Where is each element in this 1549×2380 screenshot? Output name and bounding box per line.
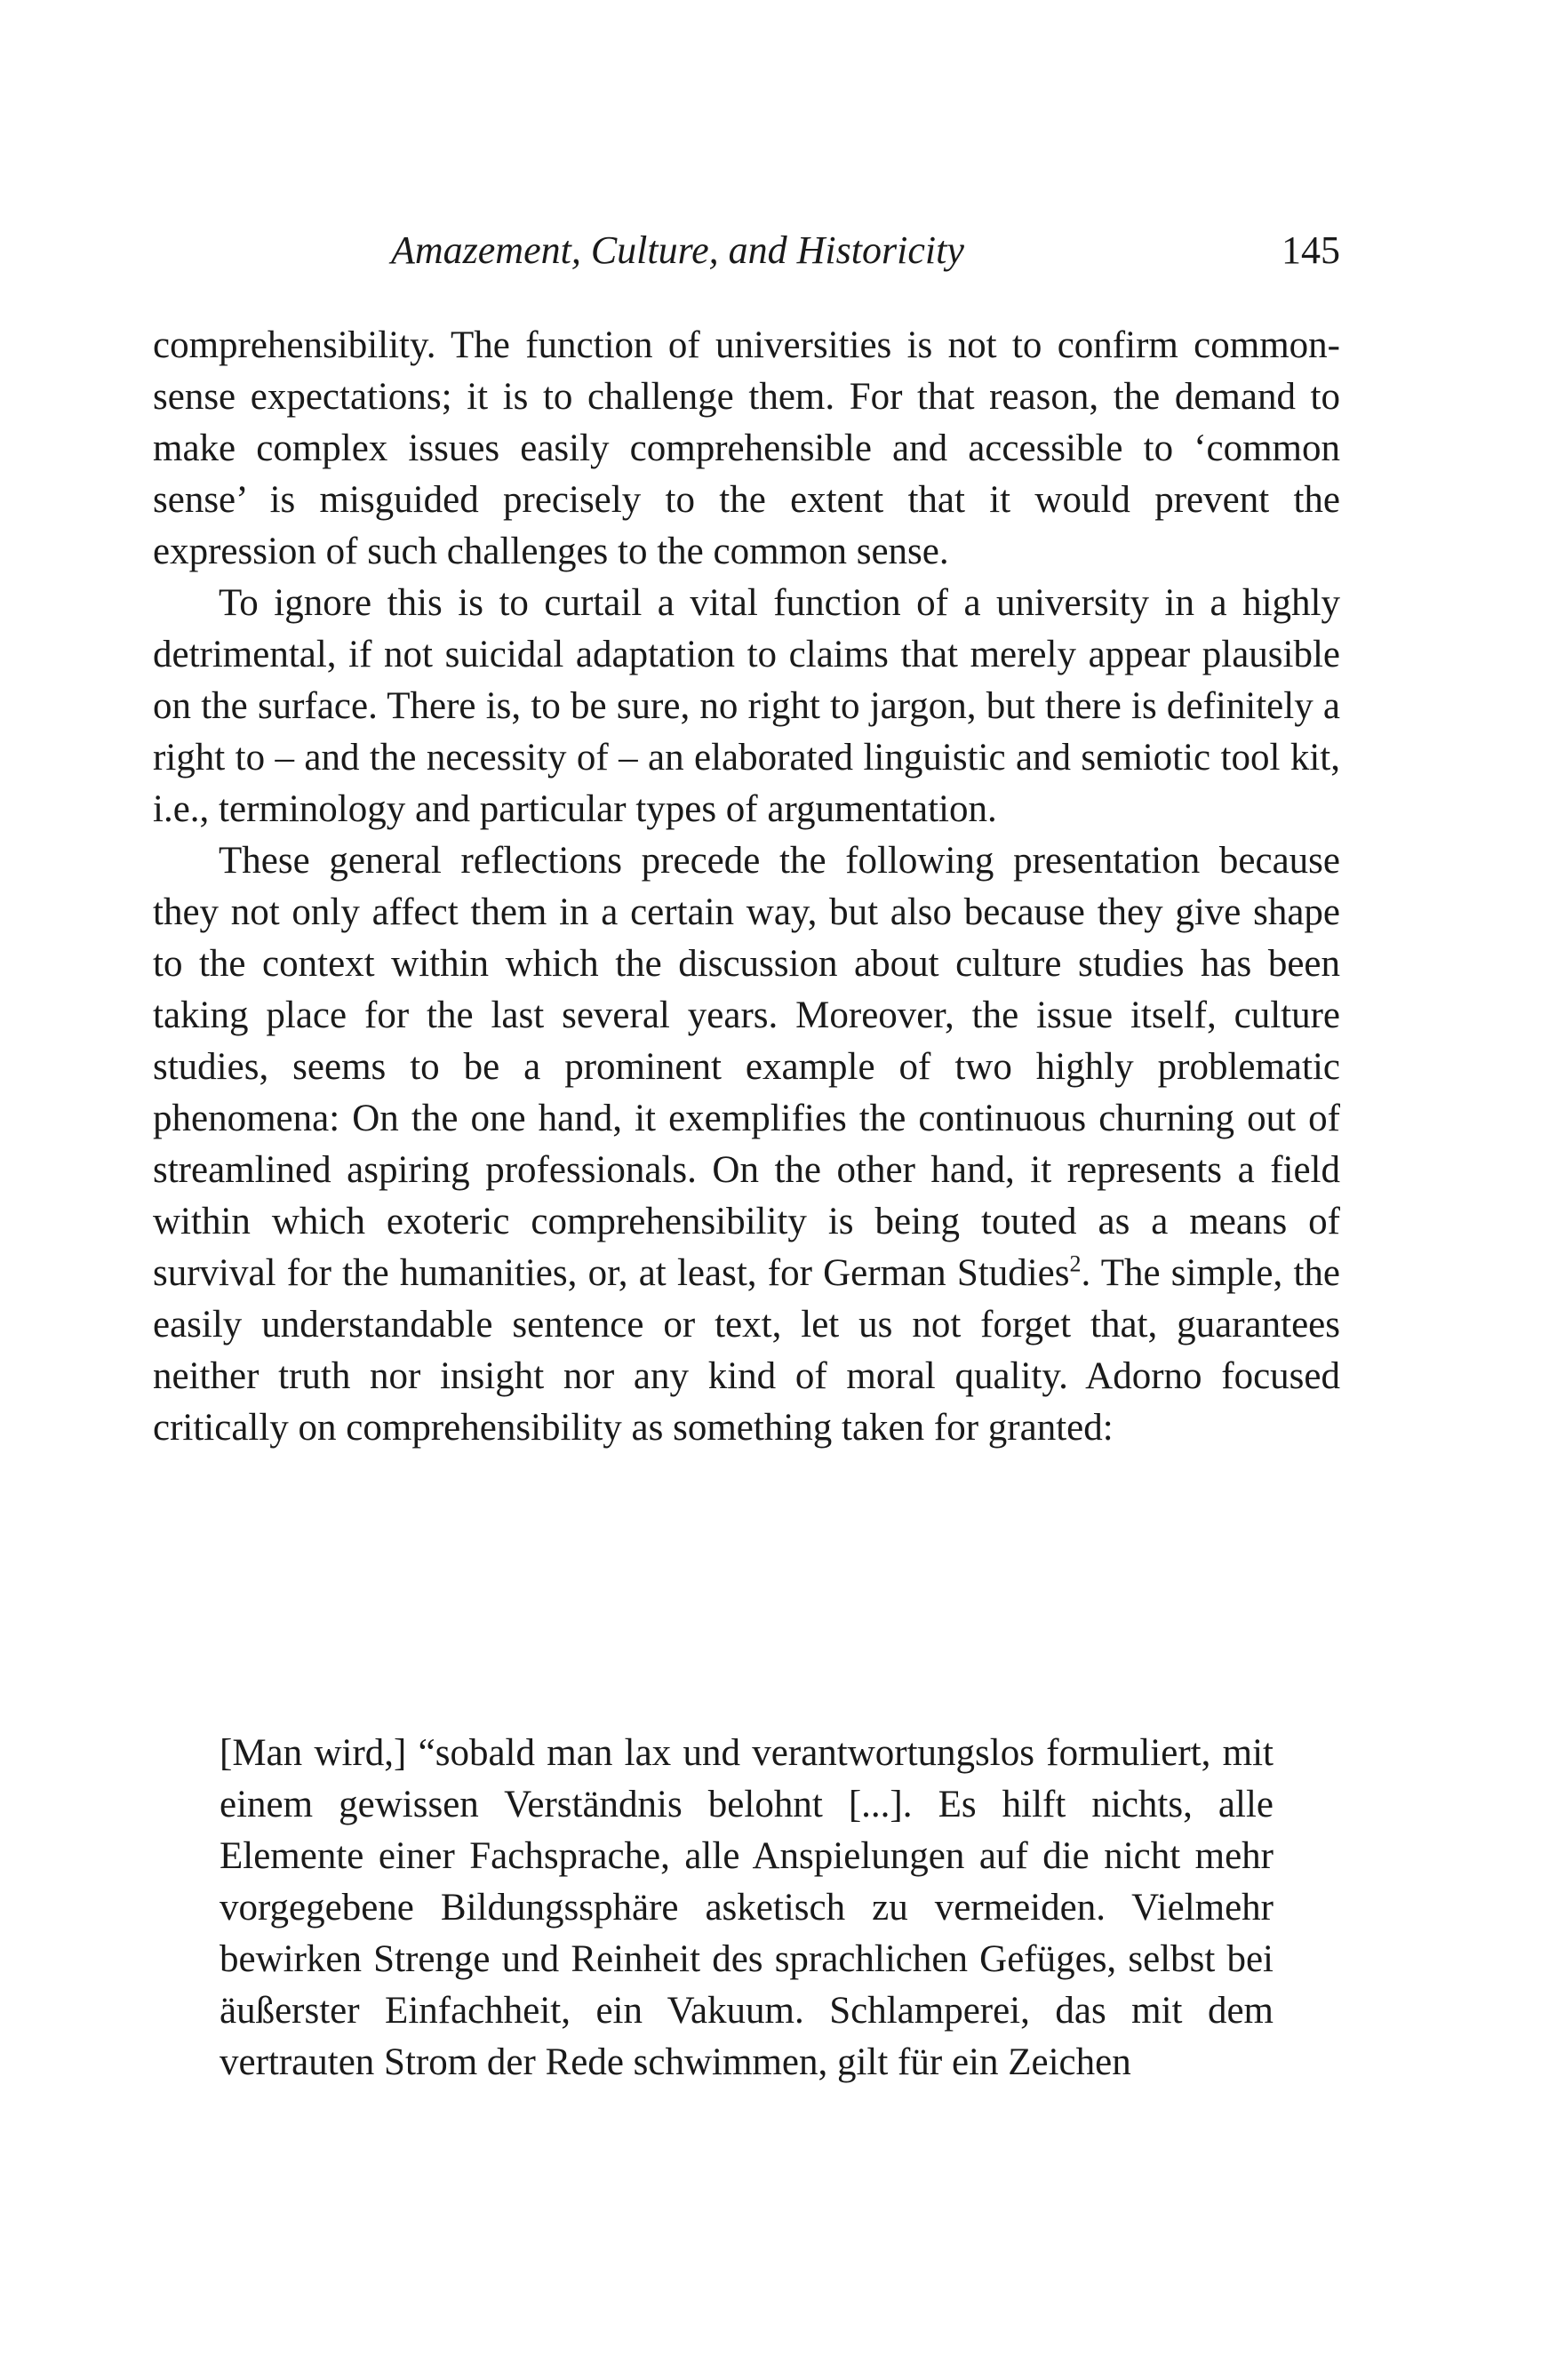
paragraph-continued: comprehensibility. The function of universities is not to confirm common-sense expectations; it is to challenge them. For that reason, the demand to make complex issues easily comprehensible and accessible to ‘common sense’ is misguided precisely to the extent that it would prevent the expression of such challenges to the common sense. [153,324,1340,572]
page-number: 145 [1282,228,1340,272]
paragraph-curtail: To ignore this is to curtail a vital function of a university in a highly detrimental, if not suicidal adaptation to claims that merely appear plausible on the surface. There is, to be sure, no right to jargon, but there is definitely a right to – and the necessity of – an elaborated linguistic and semiotic tool kit, i.e., terminology and particular types of argumentation. [153,582,1340,830]
footnote-mark[interactable]: 2 [1069,1250,1082,1277]
block-quote [220,1728,1274,2088]
running-title: Amazement, Culture, and Historicity [391,228,964,272]
paragraph-general-reflections [153,835,1340,1454]
paragraph-text-before-note: These general reflections precede the following presentation because they not only affect them in a certain way, but also because they give shape to the context within which the discussion about culture studies has been taking place for the last several years. Moreover, the issue itself, culture studies, seems to be a prominent example of two highly problematic phenomena: On the one hand, it exemplifies the continuous churning out of streamlined aspiring professionals. On the other hand, it represents a field within which exoteric comprehensibility is being touted as a means of survival for the humanities, or, at least, for German Studies [153,840,1340,1294]
block-quote-text: [Man wird,] “sobald man lax und verantwortungslos formuliert, mit einem gewissen Verständnis belohnt [...]. Es hilft nichts, alle Elemente einer Fachsprache, alle Anspielungen auf die nicht mehr vorgegebene Bildungssphäre asketisch zu vermeiden. Vielmehr bewirken Strenge und Reinheit des sprachlichen Gefüges, selbst bei äußerster Einfachheit, ein Vakuum. Schlamperei, das mit dem vertrauten Strom der Rede schwimmen, gilt für ein Zeichen [220,1732,1274,2083]
body-text [153,320,1340,1454]
paragraph-text-after-note: . The simple, the easily understandable sentence or text, let us not forget that, guarantees neither truth nor insight nor any kind of moral quality. Adorno focused critically on comprehensibility as something taken for granted: [153,1252,1340,1449]
running-head [153,224,1340,277]
